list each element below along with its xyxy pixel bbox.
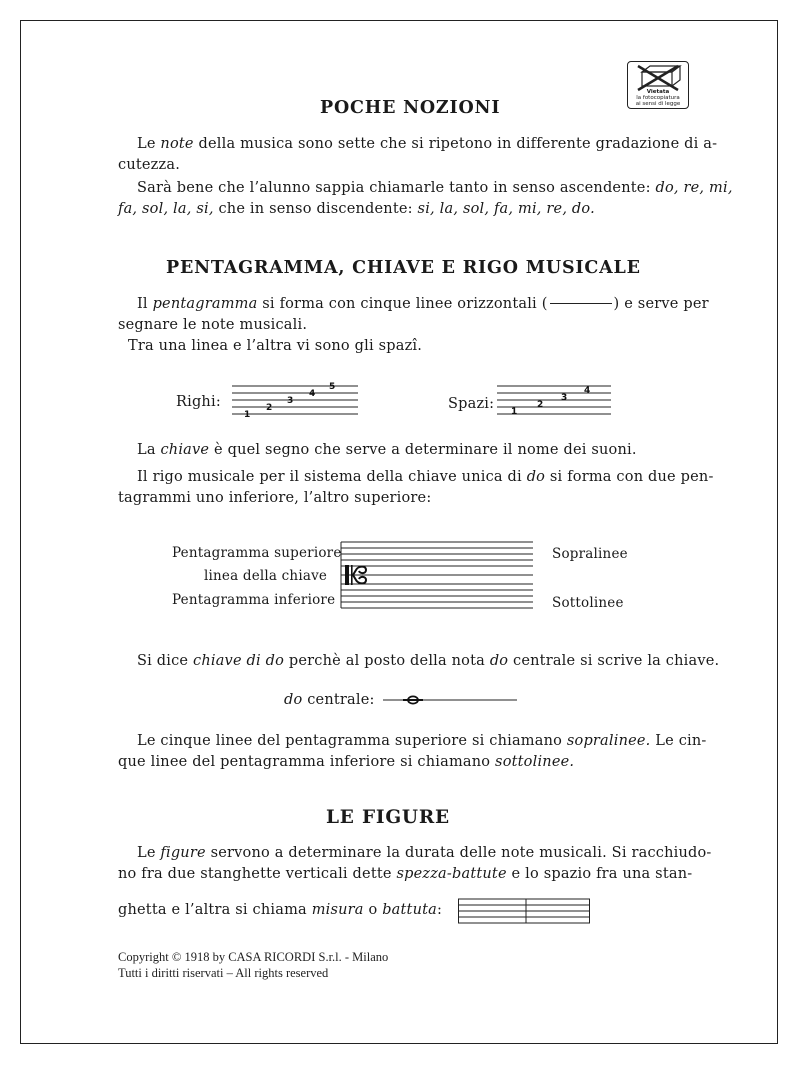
text-italic: do — [284, 692, 303, 708]
stamp-line2: la fotocopiatura — [636, 95, 680, 101]
section-title-le-figure: LE FIGURE — [326, 807, 450, 828]
do-centrale-note — [383, 692, 517, 708]
text: no fra due stanghette verticali dette — [118, 866, 397, 882]
text-italic: spezza-battute — [396, 866, 507, 882]
paragraph-line — [137, 296, 709, 312]
stamp-line3: ai sensi di legge — [635, 101, 681, 107]
text: della musica sono sette che si ripetono in differente gradazione di a- — [193, 136, 718, 152]
text: si forma con cinque linee orizzontali ( — [257, 296, 548, 312]
text: e lo spazio fra una stan- — [506, 866, 693, 882]
spazi-staff — [497, 384, 611, 417]
text-italic: misura — [311, 902, 364, 918]
stamp-icon — [628, 64, 688, 92]
text: Si dice — [137, 653, 194, 669]
paragraph-line — [137, 733, 707, 749]
paragraph-line — [137, 469, 714, 485]
text: Le — [137, 845, 161, 861]
label-pentagramma-inferiore: Pentagramma inferiore — [172, 592, 336, 608]
righi-number: 4 — [309, 389, 316, 399]
rights-text: Tutti i diritti riservati – All rights reserved — [118, 966, 329, 980]
spazi-number: 4 — [584, 386, 591, 396]
horizontal-line-sample — [550, 302, 612, 304]
text-italic: sottolinee. — [495, 754, 575, 770]
paragraph-line: cutezza. — [118, 157, 181, 173]
paragraph-line — [118, 902, 442, 918]
text-italic: do — [489, 653, 509, 669]
text: Il rigo musicale per il sistema della chiave unica di — [137, 469, 527, 485]
text: Il — [137, 296, 153, 312]
stamp-line1: Vietata — [646, 89, 670, 95]
text-italic: figure — [160, 845, 206, 861]
measure-staff — [458, 897, 590, 925]
text-italic: chiave — [160, 442, 210, 458]
paragraph-line — [137, 653, 719, 669]
text: que linee del pentagramma inferiore si chiamano — [118, 754, 496, 770]
righi-staff — [232, 380, 358, 418]
text: : — [437, 902, 443, 918]
text: che in senso discendente: — [213, 201, 418, 217]
paragraph-line — [118, 754, 574, 770]
text-italic: pentagramma — [152, 296, 258, 312]
copyright-text: Copyright © 1918 by CASA RICORDI S.r.l. - Milano — [118, 950, 389, 964]
righi-number: 5 — [329, 382, 336, 392]
text: è quel segno che serve a determinare il nome dei suoni. — [209, 442, 637, 458]
grand-staff — [341, 538, 533, 614]
righi-number: 3 — [287, 396, 294, 406]
label-pentagramma-superiore: Pentagramma superiore — [172, 545, 342, 561]
spazi-label: Spazi: — [448, 396, 495, 412]
text-italic: do, re, mi, — [655, 180, 733, 196]
text-italic: note — [160, 136, 194, 152]
text-italic: chiave di do — [193, 653, 285, 669]
text-italic: battuta — [382, 902, 437, 918]
section-title-poche-nozioni: POCHE NOZIONI — [320, 98, 501, 118]
text: servono a determinare la durata delle note musicali. Si racchiudo- — [205, 845, 712, 861]
text: o — [363, 902, 383, 918]
text: centrale si scrive la chiave. — [508, 653, 720, 669]
spazi-number: 3 — [561, 393, 568, 403]
text-italic: sopralinee. — [566, 733, 651, 749]
photocopy-prohibited-stamp — [627, 61, 689, 109]
text: si forma con due pen- — [545, 469, 714, 485]
label-sottolinee: Sottolinee — [552, 595, 624, 611]
righi-number: 1 — [244, 410, 251, 420]
text: ghetta e l’altra si chiama — [118, 902, 312, 918]
text: Le cin- — [650, 733, 707, 749]
paragraph-line: segnare le note musicali. — [118, 317, 308, 333]
righi-number: 2 — [266, 403, 273, 413]
paragraph-line: tagrammi uno inferiore, l’altro superiore: — [118, 490, 432, 506]
spazi-number: 1 — [511, 407, 518, 417]
label-linea-della-chiave: linea della chiave — [204, 568, 328, 584]
text: ) e serve per — [613, 296, 709, 312]
paragraph-line — [137, 180, 733, 196]
label-sopralinee: Sopralinee — [552, 546, 628, 562]
text: centrale: — [302, 692, 375, 708]
text-italic: fa, sol, la, si, — [118, 201, 214, 217]
text: Le — [137, 136, 161, 152]
paragraph-line: Tra una linea e l’altra vi sono gli spazî. — [128, 338, 423, 354]
text: Le cinque linee del pentagramma superiore si chiamano — [137, 733, 567, 749]
text-italic: si, la, sol, fa, mi, re, do. — [417, 201, 595, 217]
paragraph-line — [137, 136, 717, 152]
paragraph-line — [137, 442, 637, 458]
text: Sarà bene che l’alunno sappia chiamarle tanto in senso ascendente: — [137, 180, 656, 196]
spazi-number: 2 — [537, 400, 544, 410]
text-italic: do — [526, 469, 546, 485]
text: perchè al posto della nota — [284, 653, 490, 669]
do-centrale-label — [284, 692, 375, 708]
text: La — [137, 442, 161, 458]
page-frame — [20, 20, 778, 1044]
paragraph-line — [137, 845, 712, 861]
paragraph-line — [118, 866, 692, 882]
righi-label: Righi: — [176, 394, 221, 410]
section-title-pentagramma: PENTAGRAMMA, CHIAVE E RIGO MUSICALE — [166, 258, 641, 278]
paragraph-line — [118, 201, 595, 217]
